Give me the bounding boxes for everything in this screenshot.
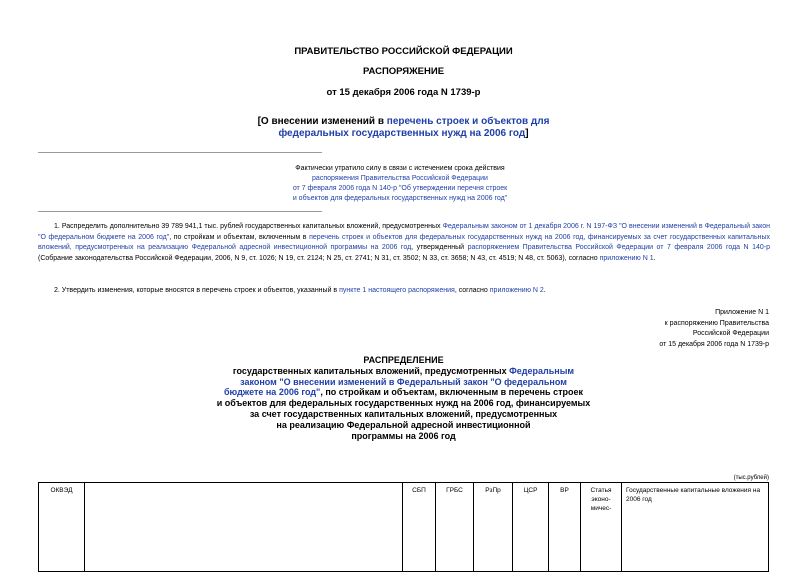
dist-line-8: программы на 2006 год xyxy=(351,430,456,441)
th-investments: Государственные капитальные вложения на 2006 год xyxy=(622,483,769,572)
th-grbs: ГРБС xyxy=(436,483,474,572)
distribution-title-block xyxy=(0,355,807,441)
dist-line-4b: , по стройкам и объектам, включенным в перечень строек xyxy=(320,387,584,398)
paragraph-2 xyxy=(38,286,770,297)
lost-force-link-3[interactable]: и объектов для федеральных государственных нужд на 2006 год" xyxy=(292,195,508,202)
table-header-row xyxy=(39,483,769,572)
dist-line-7: на реализацию Федеральной адресной инвестиционной xyxy=(276,419,531,430)
th-article xyxy=(581,483,622,572)
th-rzpr: РзПр xyxy=(474,483,513,572)
p1-link-list[interactable]: перечень строек и объектов для федеральных государственных нужд на 2006 год, финансируемых за счет государственных капитальных вложений, предусмотренных на реализацию Федеральной адресной инвестиционной программы на 2006 год xyxy=(38,233,770,251)
paragraph-1 xyxy=(38,222,770,264)
p1-text-1: 1. Распределить дополнительно 39 789 941,1 тыс. рублей государственных капитальных вложений, предусмотренных xyxy=(54,223,443,230)
appendix-line-4: от 15 декабря 2006 года N 1739-р xyxy=(659,340,769,348)
subject-open: [О внесении изменений в xyxy=(257,116,387,127)
subject-link[interactable]: перечень строек и объектов для федеральных государственных нужд на 2006 год xyxy=(278,116,550,139)
p2-link-appendix-2[interactable]: приложению N 2 xyxy=(489,287,544,294)
distribution-table xyxy=(38,482,769,572)
p2-text-2: , согласно xyxy=(454,287,490,294)
th-vr: ВР xyxy=(549,483,581,572)
p1-text-5: . xyxy=(653,254,656,262)
lost-force-link-2[interactable]: от 7 февраля 2006 года N 140-р "Об утверждении перечня строек xyxy=(292,185,508,192)
document-type: РАСПОРЯЖЕНИЕ xyxy=(362,66,445,77)
p2-text-1: 2. Утвердить изменения, которые вносятся в перечень строек и объектов, указанный в xyxy=(54,287,340,294)
p1-text-4: (Собрание законодательства Российской Федерации, 2006, N 9, ст. 1026; N 19, ст. 2124; N 25, ст. 2741; N 31, ст. 3502; N 33, ст. 3658; N 43, ст. 4519; N 48, ст. 5063), согласно xyxy=(38,254,600,262)
p2-text-3: . xyxy=(543,287,546,294)
dist-line-5: и объектов для федеральных государственных нужд на 2006 год, финансируемых xyxy=(216,398,591,409)
lost-force-note xyxy=(270,164,530,204)
lost-force-link-1[interactable]: распоряжения Правительства Российской Федерации xyxy=(312,175,488,182)
th-object xyxy=(85,483,403,572)
appendix-line-1: Приложение N 1 xyxy=(715,309,769,316)
distribution-title: РАСПРЕДЕЛЕНИЕ xyxy=(363,355,444,365)
p2-link-point-1[interactable]: пункте 1 настоящего распоряжения xyxy=(339,287,455,294)
government-name: ПРАВИТЕЛЬСТВО РОССИЙСКОЙ ФЕДЕРАЦИИ xyxy=(294,46,513,57)
dist-link-law-2[interactable]: законом "О внесении изменений в Федеральный закон "О федеральном xyxy=(240,376,567,387)
th-okved: ОКВЭД xyxy=(39,483,85,572)
th-article-3: мичес- xyxy=(590,505,612,512)
dist-link-law-1[interactable]: Федеральным xyxy=(509,365,575,376)
p1-text-3: , утвержденный xyxy=(411,244,468,251)
document-date-number: от 15 декабря 2006 года N 1739-р xyxy=(326,87,481,98)
appendix-heading xyxy=(549,308,769,350)
p1-link-order[interactable]: распоряжением Правительства Российской Федерации от 7 февраля 2006 года N 140-р xyxy=(467,244,771,251)
dist-line-6: за счет государственных капитальных вложений, предусмотренных xyxy=(249,408,558,419)
dist-line-2a: государственных капитальных вложений, предусмотренных xyxy=(232,365,510,376)
document-subject xyxy=(0,116,807,140)
dist-link-law-3[interactable]: бюджете на 2006 год" xyxy=(223,387,321,398)
th-article-2: эконо- xyxy=(591,496,611,503)
appendix-line-3: Российской Федерации xyxy=(692,330,769,337)
th-article-1: Статья xyxy=(590,487,612,494)
th-csr: ЦСР xyxy=(513,483,549,572)
divider-top xyxy=(38,152,322,153)
p1-text-2: , по стройкам и объектам, включенным в xyxy=(169,233,310,241)
lost-force-text: Фактически утратило силу в связи с истечением срока действия xyxy=(295,165,505,172)
appendix-line-2: к распоряжению Правительства xyxy=(664,319,769,327)
th-sb: СБП xyxy=(403,483,436,572)
table-units: (тыс.рублей) xyxy=(733,475,769,481)
p1-link-federal-law[interactable]: Федеральным законом от 1 декабря 2006 г. N 197-ФЗ "О внесении изменений в Федеральный закон "О федеральном бюджете на 2006 год" xyxy=(38,223,770,241)
p1-link-appendix-1[interactable]: приложению N 1 xyxy=(599,254,654,262)
subject-close: ] xyxy=(525,128,529,139)
divider-bottom xyxy=(38,211,322,212)
